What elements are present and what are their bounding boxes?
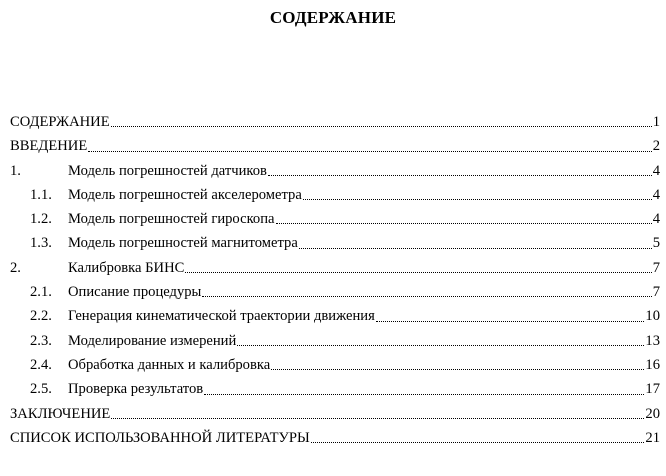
toc-entry-introduction[interactable]	[10, 134, 660, 158]
toc-entry-section-2[interactable]	[10, 256, 660, 280]
toc-dot-leader	[88, 138, 651, 152]
toc-dot-leader	[303, 186, 652, 200]
toc-entry-conclusion[interactable]	[10, 402, 660, 426]
toc-dot-leader	[299, 235, 652, 249]
toc-entry-section-2-4[interactable]	[10, 353, 660, 377]
toc-entry-page: 4	[652, 162, 660, 179]
toc-dot-leader	[202, 283, 651, 297]
toc-dot-leader	[237, 332, 644, 346]
toc-entry-label: Моделирование измерений	[68, 332, 237, 349]
toc-entry-section-1[interactable]	[10, 159, 660, 183]
toc-entry-contents[interactable]	[10, 110, 660, 134]
toc-dot-leader	[311, 429, 645, 443]
toc-entry-number: 1.1.	[30, 186, 52, 203]
toc-entry-label: ВВЕДЕНИЕ	[10, 138, 88, 155]
toc-entry-page: 5	[652, 235, 660, 252]
toc-dot-leader	[111, 405, 644, 419]
toc-dot-leader	[111, 113, 652, 127]
toc-entry-page: 20	[645, 405, 660, 422]
toc-entry-page: 21	[645, 429, 660, 446]
toc-dot-leader	[185, 259, 651, 273]
toc-entry-label: Модель погрешностей магнитометра	[68, 235, 298, 252]
toc-entry-label: СОДЕРЖАНИЕ	[10, 114, 110, 130]
toc-entry-label: Обработка данных и калибровка	[68, 356, 271, 373]
toc-dot-leader	[276, 210, 652, 224]
toc-entry-page: 4	[652, 211, 660, 228]
toc-entry-number: 2.2.	[30, 308, 52, 325]
toc-entry-page: 10	[645, 308, 660, 325]
table-of-contents	[10, 110, 660, 450]
toc-entry-section-2-3[interactable]	[10, 329, 660, 353]
toc-entry-label: СПИСОК ИСПОЛЬЗОВАННОЙ ЛИТЕРАТУРЫ	[10, 429, 310, 446]
toc-entry-section-2-5[interactable]	[10, 377, 660, 401]
toc-entry-references[interactable]	[10, 426, 660, 450]
toc-entry-label: Калибровка БИНС	[68, 259, 185, 276]
toc-entry-number: 1.2.	[30, 211, 52, 228]
toc-entry-number: 1.	[10, 162, 21, 179]
toc-entry-section-1-3[interactable]	[10, 231, 660, 255]
toc-entry-label: Модель погрешностей датчиков	[68, 162, 267, 179]
toc-entry-label: ЗАКЛЮЧЕНИЕ	[10, 405, 111, 422]
toc-entry-label: Генерация кинематической траектории движения	[68, 308, 375, 325]
toc-dot-leader	[204, 381, 644, 395]
toc-entry-page: 2	[652, 138, 660, 155]
toc-entry-page: 7	[652, 259, 660, 276]
toc-entry-number: 1.3.	[30, 235, 52, 252]
toc-entry-number: 2.1.	[30, 284, 52, 301]
toc-dot-leader	[268, 162, 652, 176]
toc-dot-leader	[376, 308, 645, 322]
toc-dot-leader	[271, 356, 644, 370]
toc-entry-number: 2.	[10, 259, 21, 276]
toc-entry-number: 2.3.	[30, 332, 52, 349]
toc-entry-number: 2.4.	[30, 356, 52, 373]
toc-entry-page: 16	[645, 356, 660, 373]
toc-entry-label: Проверка результатов	[68, 381, 204, 398]
toc-entry-section-2-1[interactable]	[10, 280, 660, 304]
toc-entry-section-1-2[interactable]	[10, 207, 660, 231]
toc-entry-label: Модель погрешностей гироскопа	[68, 211, 275, 228]
toc-entry-page: 7	[652, 284, 660, 301]
toc-entry-section-1-1[interactable]	[10, 183, 660, 207]
toc-entry-label: Модель погрешностей акселерометра	[68, 186, 302, 203]
page-title: СОДЕРЖАНИЕ	[269, 8, 397, 27]
toc-entry-page: 13	[645, 332, 660, 349]
toc-entry-page: 1	[652, 114, 660, 130]
toc-entry-section-2-2[interactable]	[10, 304, 660, 328]
toc-entry-page: 17	[645, 381, 660, 398]
toc-entry-label: Описание процедуры	[68, 284, 202, 301]
toc-entry-page: 4	[652, 186, 660, 203]
toc-entry-number: 2.5.	[30, 381, 52, 398]
